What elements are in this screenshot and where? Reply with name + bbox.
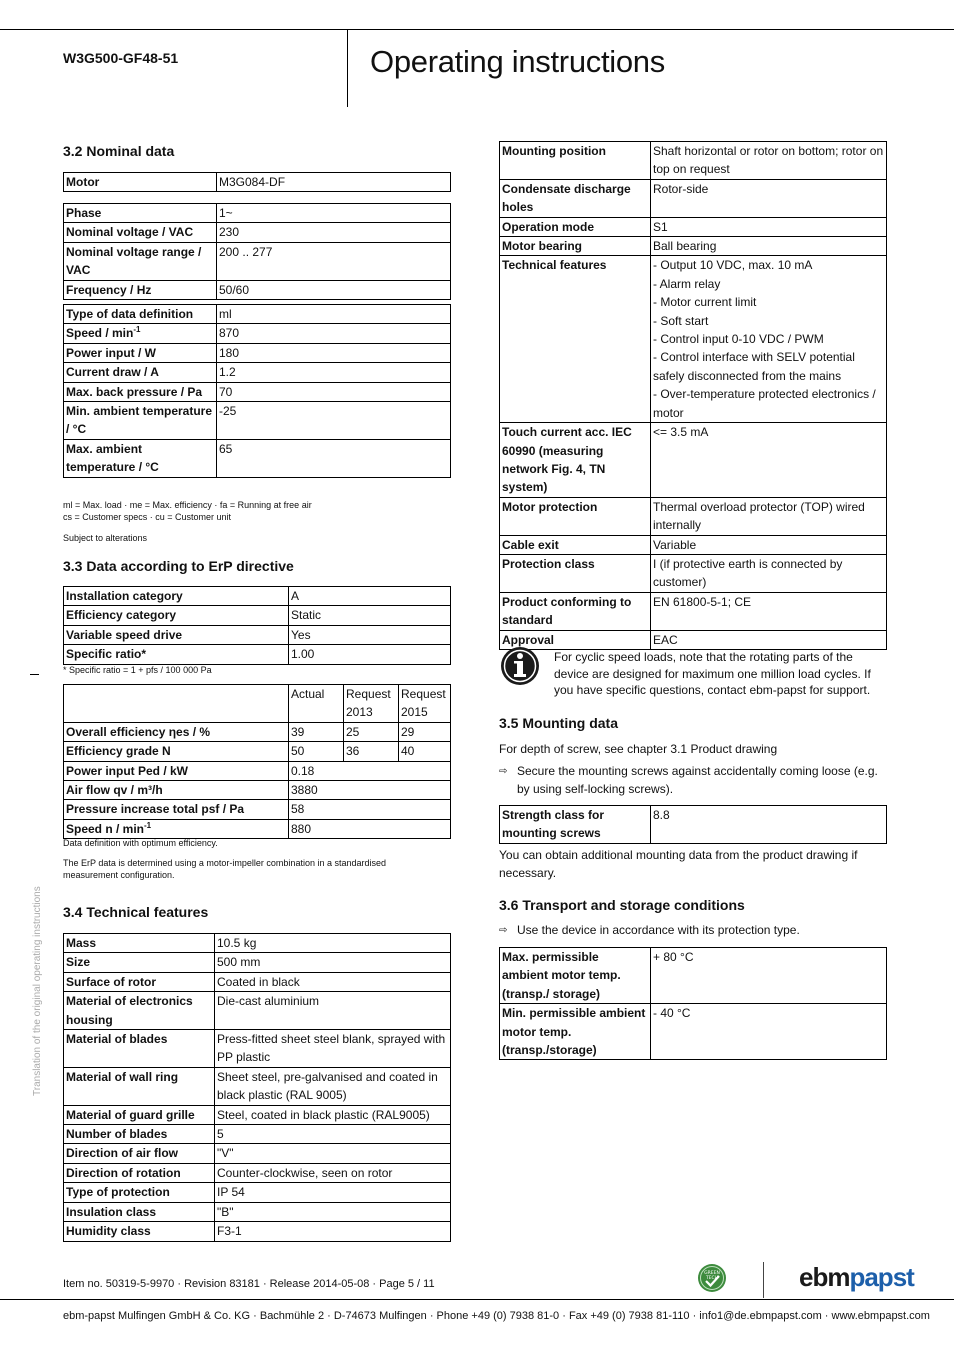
row-value: Thermal overload protector (TOP) wired internally bbox=[651, 497, 887, 535]
row-label: Air flow qv / m³/h bbox=[64, 781, 289, 800]
row-value: "V" bbox=[215, 1144, 451, 1163]
technical-features-table bbox=[63, 933, 451, 1242]
table-row bbox=[64, 1183, 451, 1202]
row-label: Motor bbox=[64, 173, 217, 192]
row-value: Steel, coated in black plastic (RAL9005) bbox=[215, 1105, 451, 1124]
erp-category-table bbox=[63, 586, 451, 665]
erp-note: The ErP data is determined using a motor-impeller combination in a standardised measurement configuration. bbox=[63, 858, 387, 880]
row-label: Product conforming to standard bbox=[500, 592, 651, 630]
row-label: Mass bbox=[64, 934, 215, 953]
row-label: Approval bbox=[500, 630, 651, 649]
row-label: Phase bbox=[64, 204, 217, 223]
table-row bbox=[64, 645, 451, 664]
row-label: Surface of rotor bbox=[64, 972, 215, 991]
table-row bbox=[64, 1030, 451, 1068]
table-row bbox=[64, 800, 451, 819]
table-row bbox=[64, 343, 451, 362]
table-row bbox=[64, 934, 451, 953]
row-value: IP 54 bbox=[215, 1183, 451, 1202]
table-row bbox=[64, 1222, 451, 1241]
transport-table bbox=[499, 947, 887, 1060]
exponent: -1 bbox=[133, 325, 141, 335]
erp-header-empty bbox=[64, 685, 289, 723]
table-row bbox=[64, 324, 451, 343]
table-row bbox=[500, 948, 887, 1004]
row-label: Size bbox=[64, 953, 215, 972]
row-label: Cable exit bbox=[500, 535, 651, 554]
row-value: Yes bbox=[289, 625, 451, 644]
row-value: 39 bbox=[289, 722, 344, 741]
section-title-3-2: 3.2 Nominal data bbox=[63, 143, 175, 159]
row-value: Sheet steel, pre-galvanised and coated in black plastic (RAL 9005) bbox=[215, 1067, 451, 1105]
section-title-3-3: 3.3 Data according to ErP directive bbox=[63, 558, 294, 574]
table-row bbox=[500, 256, 887, 423]
table-row bbox=[64, 280, 451, 299]
alterations-note: Subject to alterations bbox=[63, 533, 148, 543]
row-label: Direction of rotation bbox=[64, 1163, 215, 1182]
row-value: 40 bbox=[399, 742, 451, 761]
row-label: Nominal voltage / VAC bbox=[64, 223, 217, 242]
row-value: + 80 °C bbox=[651, 948, 887, 1004]
row-value: S1 bbox=[651, 217, 887, 236]
col-request-2013: Request 2013 bbox=[344, 685, 399, 723]
optimum-note: Data definition with optimum efficiency. bbox=[63, 838, 218, 848]
table-row bbox=[64, 781, 451, 800]
row-value: Ball bearing bbox=[651, 237, 887, 256]
header-divider bbox=[347, 30, 348, 107]
arrow-icon: ⇨ bbox=[499, 925, 508, 936]
row-value: ml bbox=[217, 305, 451, 324]
table-row bbox=[64, 1202, 451, 1221]
ebmpapst-logo: ebmpapst bbox=[799, 1262, 914, 1292]
table-row bbox=[500, 497, 887, 535]
row-value: 500 mm bbox=[215, 953, 451, 972]
table-row bbox=[500, 630, 887, 649]
table-row bbox=[64, 722, 451, 741]
row-label: Current draw / A bbox=[64, 363, 217, 382]
table-row bbox=[500, 592, 887, 630]
table-row bbox=[500, 1004, 887, 1060]
row-value: 29 bbox=[399, 722, 451, 741]
row-value: 1~ bbox=[217, 204, 451, 223]
row-label: Motor bearing bbox=[500, 237, 651, 256]
row-value: - 40 °C bbox=[651, 1004, 887, 1060]
row-value: 200 .. 277 bbox=[217, 242, 451, 280]
table-row bbox=[500, 535, 887, 554]
col-actual: Actual bbox=[289, 685, 344, 723]
table-row bbox=[64, 1067, 451, 1105]
info-icon bbox=[499, 645, 543, 687]
company-address: ebm-papst Mulfingen GmbH & Co. KG · Bachmühle 2 · D-74673 Mulfingen · Phone +49 (0) 7938 81-0 · Fax +49 (0) 7938 81-110 · info1@de.ebmpapst.com · www.ebmpapst.com bbox=[63, 1310, 930, 1322]
row-label: Speed / $\min^{-1}$ bbox=[64, 324, 217, 343]
section-title-3-5: 3.5 Mounting data bbox=[499, 715, 618, 731]
col-request-2015: Request 2015 bbox=[399, 685, 451, 723]
specific-ratio-note: * Specific ratio = 1 + pfs / 100 000 Pa bbox=[63, 665, 212, 675]
table-row bbox=[64, 439, 451, 477]
model-number: W3G500-GF48-51 bbox=[63, 50, 179, 66]
table-row bbox=[64, 606, 451, 625]
row-value: A bbox=[289, 587, 451, 606]
row-value: Counter-clockwise, seen on rotor bbox=[215, 1163, 451, 1182]
row-value: I (if protective earth is connected by customer) bbox=[651, 554, 887, 592]
table-row bbox=[64, 992, 451, 1030]
table-row bbox=[64, 761, 451, 780]
row-value: Coated in black bbox=[215, 972, 451, 991]
table-row bbox=[500, 179, 887, 217]
margin-mark bbox=[30, 674, 39, 675]
row-label: Number of blades bbox=[64, 1125, 215, 1144]
row-label: Installation category bbox=[64, 587, 289, 606]
row-label: Frequency / Hz bbox=[64, 280, 217, 299]
row-value: 65 bbox=[217, 439, 451, 477]
row-label: Material of electronics housing bbox=[64, 992, 215, 1030]
row-value: 180 bbox=[217, 343, 451, 362]
row-label: Direction of air flow bbox=[64, 1144, 215, 1163]
table-row bbox=[64, 819, 451, 838]
table-row bbox=[64, 587, 451, 606]
table-row bbox=[64, 204, 451, 223]
footer-rule bbox=[0, 1299, 954, 1300]
row-value: Press-fitted sheet steel blank, sprayed with PP plastic bbox=[215, 1030, 451, 1068]
row-label: Mounting position bbox=[500, 142, 651, 180]
table-row bbox=[500, 806, 887, 844]
voltage-table bbox=[63, 203, 451, 300]
row-label: Protection class bbox=[500, 554, 651, 592]
row-label: Humidity class bbox=[64, 1222, 215, 1241]
row-value: 36 bbox=[344, 742, 399, 761]
row-value: Shaft horizontal or rotor on bottom; rotor on top on request bbox=[651, 142, 887, 180]
row-value: 230 bbox=[217, 223, 451, 242]
section-title-3-6: 3.6 Transport and storage conditions bbox=[499, 897, 745, 913]
erp-efficiency-table bbox=[63, 684, 451, 839]
row-label: Material of blades bbox=[64, 1030, 215, 1068]
performance-table bbox=[63, 304, 451, 478]
row-value: Static bbox=[289, 606, 451, 625]
row-label: Touch current acc. IEC 60990 (measuring network Fig. 4, TN system) bbox=[500, 423, 651, 498]
row-label: Technical features bbox=[500, 256, 651, 423]
row-label: Operation mode bbox=[500, 217, 651, 236]
table-row bbox=[64, 625, 451, 644]
row-value: EN 61800-5-1; CE bbox=[651, 592, 887, 630]
table-row bbox=[64, 1144, 451, 1163]
table-row bbox=[64, 1163, 451, 1182]
arrow-icon: ⇨ bbox=[499, 766, 508, 777]
row-label: Efficiency category bbox=[64, 606, 289, 625]
row-label: Pressure increase total psf / Pa bbox=[64, 800, 289, 819]
table-row bbox=[64, 382, 451, 401]
table-row bbox=[64, 953, 451, 972]
row-value: 0.18 bbox=[289, 761, 451, 780]
row-value: 70 bbox=[217, 382, 451, 401]
row-value: 10.5 kg bbox=[215, 934, 451, 953]
row-value: <= 3.5 mA bbox=[651, 423, 887, 498]
legend-note: ml = Max. load · me = Max. efficiency · fa = Running at free air cs = Customer specs · cu = Customer unit bbox=[63, 500, 312, 522]
row-value: 5 bbox=[215, 1125, 451, 1144]
row-label: Max. back pressure / Pa bbox=[64, 382, 217, 401]
row-label: Specific ratio* bbox=[64, 645, 289, 664]
row-value: 58 bbox=[289, 800, 451, 819]
row-value: 3880 bbox=[289, 781, 451, 800]
table-row bbox=[64, 242, 451, 280]
row-value: "B" bbox=[215, 1202, 451, 1221]
row-label: Power input Ped / kW bbox=[64, 761, 289, 780]
table-row bbox=[500, 423, 887, 498]
side-note: Translation of the original operating instructions bbox=[32, 886, 43, 1096]
device-properties-table bbox=[499, 141, 887, 650]
table-row bbox=[500, 142, 887, 180]
table-row bbox=[64, 173, 451, 192]
section-title-3-4: 3.4 Technical features bbox=[63, 904, 209, 920]
row-label: Type of data definition bbox=[64, 305, 217, 324]
green-tech-badge-icon bbox=[697, 1263, 727, 1293]
row-label: Nominal voltage range / VAC bbox=[64, 242, 217, 280]
row-label: Insulation class bbox=[64, 1202, 215, 1221]
mounting-additional-text: You can obtain additional mounting data from the product drawing if necessary. bbox=[499, 848, 858, 880]
green-label: GREEN bbox=[704, 1271, 720, 1276]
row-value: 25 bbox=[344, 722, 399, 741]
table-row bbox=[64, 305, 451, 324]
row-label: Variable speed drive bbox=[64, 625, 289, 644]
table-row bbox=[64, 402, 451, 440]
row-label: Min. ambient temperature / °C bbox=[64, 402, 217, 440]
row-value: EAC bbox=[651, 630, 887, 649]
motor-table bbox=[63, 172, 451, 192]
row-value: -25 bbox=[217, 402, 451, 440]
row-value: F3-1 bbox=[215, 1222, 451, 1241]
item-info: Item no. 50319-5-9970 · Revision 83181 · Release 2014-05-08 · Page 5 / 11 bbox=[63, 1278, 435, 1290]
tech-label: TECH bbox=[705, 1276, 719, 1281]
row-label: Min. permissible ambient motor temp. (transp./storage) bbox=[500, 1004, 651, 1060]
row-label: Material of guard grille bbox=[64, 1105, 215, 1124]
row-value: 1.00 bbox=[289, 645, 451, 664]
row-label: Power input / W bbox=[64, 343, 217, 362]
row-value: 50/60 bbox=[217, 280, 451, 299]
page-title: Operating instructions bbox=[370, 44, 665, 79]
row-value: Rotor-side bbox=[651, 179, 887, 217]
table-row bbox=[64, 363, 451, 382]
table-row bbox=[500, 237, 887, 256]
header-rule bbox=[0, 29, 954, 30]
row-label: Material of wall ring bbox=[64, 1067, 215, 1105]
exponent: -1 bbox=[144, 820, 152, 830]
row-label: Condensate discharge holes bbox=[500, 179, 651, 217]
logo-divider bbox=[763, 1262, 764, 1298]
row-label: Max. permissible ambient motor temp. (transp./ storage) bbox=[500, 948, 651, 1004]
row-value: M3G084-DF bbox=[217, 173, 451, 192]
row-label: Overall efficiency ηes / % bbox=[64, 722, 289, 741]
transport-bullet: ⇨ Use the device in accordance with its protection type. bbox=[517, 922, 887, 940]
row-value: 870 bbox=[217, 324, 451, 343]
table-row bbox=[64, 972, 451, 991]
table-row bbox=[64, 1125, 451, 1144]
mounting-bullet: ⇨ Secure the mounting screws against accidentally coming loose (e.g. by using self-locking screws). bbox=[499, 764, 878, 796]
row-value: 880 bbox=[289, 819, 451, 838]
row-label: Motor protection bbox=[500, 497, 651, 535]
table-row bbox=[64, 742, 451, 761]
row-value: 50 bbox=[289, 742, 344, 761]
mounting-table bbox=[499, 805, 887, 844]
row-value: Die-cast aluminium bbox=[215, 992, 451, 1030]
row-value: Variable bbox=[651, 535, 887, 554]
table-row bbox=[500, 217, 887, 236]
row-value: 1.2 bbox=[217, 363, 451, 382]
row-label: Strength class for mounting screws bbox=[500, 806, 651, 844]
row-value: - Output 10 VDC, max. 10 mA - Alarm relay - Motor current limit - Soft start - Control input 0-10 VDC / PWM - Control interface with SELV potential safely disconnected from the mains - Over-temperature protected electronics / motor bbox=[651, 256, 887, 423]
info-text: For cyclic speed loads, note that the rotating parts of the device are designed for maximum one million load cycles. If you have specific questions, contact ebm-papst for support. bbox=[554, 650, 871, 697]
table-row bbox=[64, 1105, 451, 1124]
row-label: Max. ambient temperature / °C bbox=[64, 439, 217, 477]
row-label: Type of protection bbox=[64, 1183, 215, 1202]
table-row bbox=[64, 223, 451, 242]
screw-depth-text: For depth of screw, see chapter 3.1 Product drawing bbox=[499, 742, 778, 756]
table-row bbox=[500, 554, 887, 592]
row-value: 8.8 bbox=[651, 806, 887, 844]
row-label: Efficiency grade N bbox=[64, 742, 289, 761]
row-label: Speed n / $\min^{-1}$ bbox=[64, 819, 289, 838]
